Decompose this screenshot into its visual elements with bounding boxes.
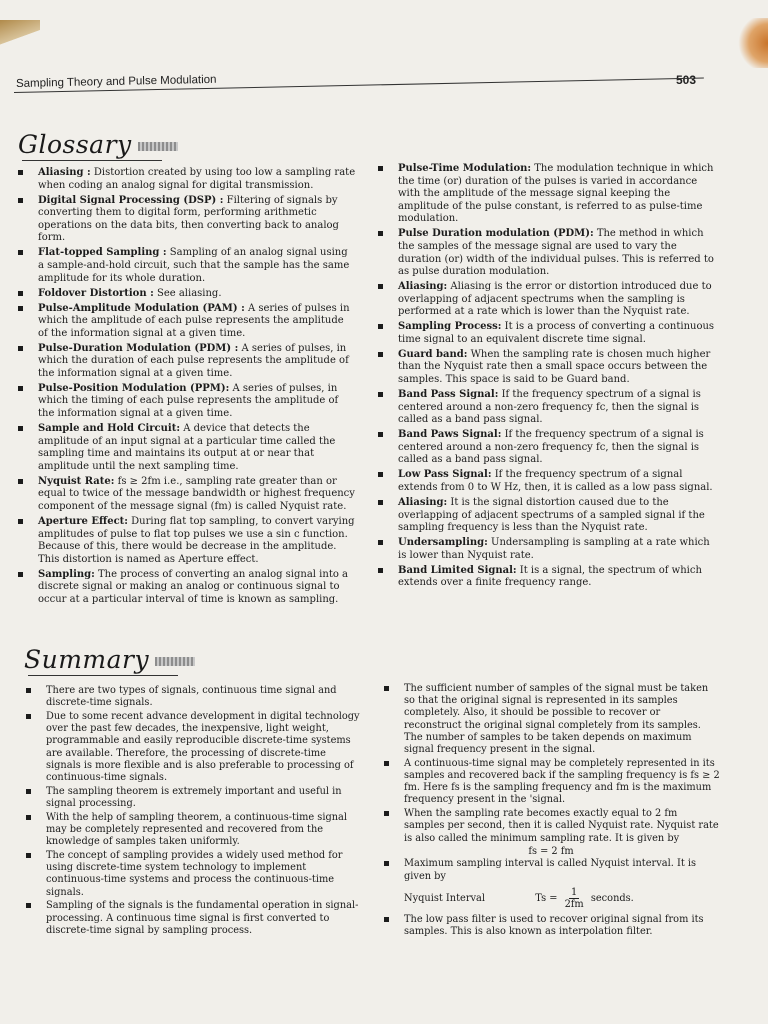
bullet-icon [384, 686, 389, 691]
summary-point: The low pass filter is used to recover original signal from its samples. This is also known as interpolation filter. [382, 914, 720, 938]
glossary-entry: Guard band: When the sampling rate is chosen much higher than the Nyquist rate then a small space occurs between the samples. This space is said to be Guard band. [376, 349, 716, 387]
summary-point: Sampling of the signals is the fundamental operation in signal-processing. A continuous time signal is first converted to discrete-time signal by sampling process. [24, 900, 362, 937]
summary-right-column [382, 683, 720, 940]
heading-underline [28, 675, 178, 676]
bullet-icon [18, 426, 23, 431]
running-head: Sampling Theory and Pulse Modulation [15, 73, 217, 90]
glossary-entry: Sampling Process: It is a process of converting a continuous time signal to an equivalent discrete time signal. [376, 321, 716, 346]
bullet-icon [26, 688, 31, 693]
heading-ornament [138, 142, 178, 151]
bullet-icon [26, 903, 31, 908]
bullet-icon [378, 324, 383, 329]
nyquist-interval-formula [382, 887, 720, 910]
glossary-entry: Band Pass Signal: If the frequency spectrum of a signal is centered around a non-zero frequency fc, then the signal is called as a band pass signal. [376, 389, 716, 427]
summary-point: A continuous-time signal may be completely represented in its samples and recovered back if the sampling frequency is fs ≥ 2 fm. Here fs is the sampling frequency and fm is the maximum frequency present in the 'signal. [382, 758, 720, 807]
summary-point: Maximum sampling interval is called Nyquist interval. It is given by [382, 858, 720, 882]
bullet-icon [18, 250, 23, 255]
glossary-entry: Pulse Duration modulation (PDM): The method in which the samples of the message signal are used to vary the duration (or) width of the individual pulses. This is referred to as pulse duration modulation. [376, 228, 716, 278]
interval-fraction: $\frac{1}{2fm}$ [564, 886, 584, 910]
interval-lhs: Ts = [535, 892, 558, 904]
glossary-right-column [376, 163, 716, 592]
glossary-entry: Pulse-Amplitude Modulation (PAM) : A series of pulses in which the amplitude of each pulse represents the amplitude of the information signal at a given time. [16, 303, 356, 341]
glossary-entry: Sampling: The process of converting an analog signal into a discrete signal or making an analog or continuous signal to occur at a particular interval of time is known as sampling. [16, 569, 356, 607]
summary-point: There are two types of signals, continuous time signal and discrete-time signals. [24, 685, 362, 709]
bullet-icon [18, 386, 23, 391]
bullet-icon [18, 346, 23, 351]
glossary-entry: Sample and Hold Circuit: A device that detects the amplitude of an input signal at a particular time called the sampling time and maintains its output at or near that amplitude until the next sampling time. [16, 423, 356, 473]
glossary-left-column [16, 167, 356, 609]
page-number: 503 [676, 73, 697, 87]
summary-left-column [24, 685, 362, 939]
bullet-icon [18, 519, 23, 524]
glossary-entry: Pulse-Position Modulation (PPM): A series of pulses, in which the timing of each pulse represents the amplitude of the information signal at a given time. [16, 383, 356, 421]
glossary-entry: Nyquist Rate: fs ≥ 2fm i.e., sampling rate greater than or equal to twice of the message bandwidth or highest frequency component of the message signal (fm) is called Nyquist rate. [16, 476, 356, 514]
glossary-entry: Band Paws Signal: If the frequency spectrum of a signal is centered around a non-zero frequency fc, then the signal is called as a band pass signal. [376, 429, 716, 467]
bullet-icon [378, 472, 383, 477]
bullet-icon [384, 917, 389, 922]
glossary-entry: Aliasing : Distortion created by using too low a sampling rate when coding an analog signal for digital transmission. [16, 167, 356, 192]
glossary-title: Glossary [18, 130, 132, 159]
bullet-icon [26, 853, 31, 858]
glossary-entry: Flat-topped Sampling : Sampling of an analog signal using a sample-and-hold circuit, such that the sample has the same amplitude for its whole duration. [16, 247, 356, 285]
bullet-icon [378, 540, 383, 545]
interval-unit: seconds. [590, 892, 634, 904]
summary-point: With the help of sampling theorem, a continuous-time signal may be completely represented and recovered from the knowledge of samples taken uniformly. [24, 812, 362, 849]
bullet-icon [26, 714, 31, 719]
summary-point: The sufficient number of samples of the signal must be taken so that the original signal is represented in its samples completely. Also, it should be possible to recover or reconstruct the original signal completely from its samples. The number of samples to be taken depends on maximum signal frequency present in the signal. [382, 683, 720, 756]
bullet-icon [384, 811, 389, 816]
glossary-entry: Aperture Effect: During flat top sampling, to convert varying amplitudes of pulse to flat top pulses we use a sin c function. Because of this, there would be decrease in the amplitude. This distortion is named as Aperture effect. [16, 516, 356, 566]
summary-heading [24, 645, 195, 674]
glossary-entry: Foldover Distortion : See aliasing. [16, 288, 356, 301]
bullet-icon [18, 306, 23, 311]
bullet-icon [384, 761, 389, 766]
summary-title: Summary [24, 645, 150, 674]
bullet-icon [26, 789, 31, 794]
bullet-icon [18, 479, 23, 484]
bullet-icon [26, 815, 31, 820]
bullet-icon [18, 170, 23, 175]
summary-point: Due to some recent advance development in digital technology over the past few decades, the inexpensive, light weight, programmable and easily reproducible discrete-time systems are available. Therefore, the processing of discrete-time signals is more flexible and is also preferable to processing of continuous-time signals. [24, 711, 362, 784]
nyquist-rate-formula: fs = 2 fm [528, 846, 574, 858]
bullet-icon [378, 231, 383, 236]
bullet-icon [378, 392, 383, 397]
summary-point: The sampling theorem is extremely important and useful in signal processing. [24, 786, 362, 810]
glossary-entry: Pulse-Time Modulation: The modulation technique in which the time (or) duration of the pulses is varied in accordance with the amplitude of the message signal keeping the amplitude of the pulse constant, is referred to as pulse-time modulation. [376, 163, 716, 226]
glossary-entry: Aliasing: Aliasing is the error or distortion introduced due to overlapping of adjacent spectrums when the sampling is performed at a rate which is lower than the Nyquist rate. [376, 281, 716, 319]
bullet-icon [18, 572, 23, 577]
glossary-heading [18, 130, 178, 159]
bullet-icon [378, 352, 383, 357]
glossary-entry: Low Pass Signal: If the frequency spectrum of a signal extends from 0 to W Hz, then, it is called as a low pass signal. [376, 469, 716, 494]
heading-ornament [155, 657, 195, 666]
bullet-icon [378, 500, 383, 505]
glossary-entry: Pulse-Duration Modulation (PDM) : A series of pulses, in which the duration of each pulse represents the amplitude of the information signal at a given time. [16, 343, 356, 381]
glossary-entry: Undersampling: Undersampling is sampling at a rate which is lower than Nyquist rate. [376, 537, 716, 562]
bullet-icon [378, 166, 383, 171]
page-corner-shadow [0, 20, 40, 46]
heading-underline [22, 160, 162, 161]
bullet-icon [18, 198, 23, 203]
finger-edge [734, 18, 768, 68]
glossary-entry: Band Limited Signal: It is a signal, the spectrum of which extends over a finite frequency range. [376, 565, 716, 590]
summary-point: When the sampling rate becomes exactly equal to 2 fm samples per second, then it is called Nyquist rate. Nyquist rate is also called the minimum sampling rate. It is given by [382, 808, 720, 845]
interval-label: Nyquist Interval [404, 892, 486, 904]
bullet-icon [18, 291, 23, 296]
bullet-icon [378, 568, 383, 573]
glossary-entry: Aliasing: It is the signal distortion caused due to the overlapping of adjacent spectrums of a sampled signal if the sampling frequency is less than the Nyquist rate. [376, 497, 716, 535]
bullet-icon [378, 284, 383, 289]
summary-point: The concept of sampling provides a widely used method for using discrete-time system technology to implement continuous-time systems and process the continuous-time signals. [24, 850, 362, 899]
bullet-icon [384, 861, 389, 866]
bullet-icon [378, 432, 383, 437]
glossary-entry: Digital Signal Processing (DSP) : Filtering of signals by converting them to digital form, performing arithmetic operations on the data bits, then converting back to analog form. [16, 195, 356, 245]
